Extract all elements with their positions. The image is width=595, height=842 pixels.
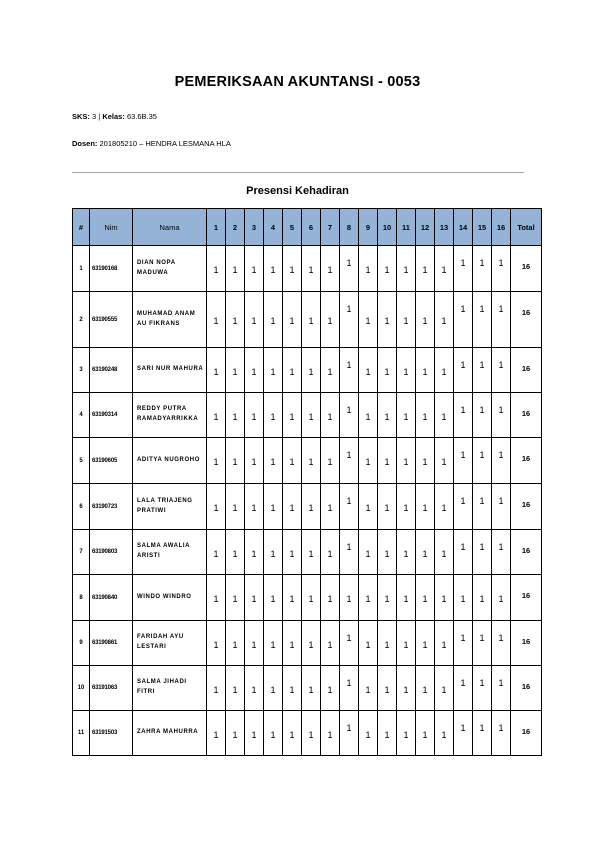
- row-number: 9: [73, 621, 90, 666]
- attendance-cell: 1: [359, 575, 378, 621]
- attendance-cell: 1: [207, 530, 226, 575]
- attendance-cell: 1: [283, 530, 302, 575]
- student-name: REDDY PUTRA RAMADYARRIKKA: [133, 393, 207, 438]
- table-row: [73, 292, 542, 348]
- student-name: ZAHRA MAHURRA: [133, 711, 207, 756]
- attendance-cell: 1: [207, 393, 226, 438]
- attendance-cell: 1: [473, 575, 492, 621]
- row-number: 5: [73, 438, 90, 484]
- attendance-cell: 1: [340, 348, 359, 393]
- attendance-cell: 1: [473, 621, 492, 666]
- dosen-label: Dosen:: [72, 139, 98, 148]
- attendance-cell: 1: [226, 246, 245, 292]
- attendance-cell: 1: [473, 348, 492, 393]
- attendance-cell: 1: [264, 484, 283, 530]
- attendance-cell: 1: [340, 530, 359, 575]
- attendance-cell: 1: [454, 530, 473, 575]
- attendance-cell: 1: [302, 530, 321, 575]
- attendance-cell: 1: [264, 530, 283, 575]
- document-title: PEMERIKSAAN AKUNTANSI - 0053: [174, 74, 421, 90]
- attendance-cell: 1: [302, 393, 321, 438]
- total-cell: 16: [511, 575, 542, 621]
- attendance-cell: 1: [359, 484, 378, 530]
- student-nim: 63190314: [90, 393, 133, 438]
- header-session-16: 16: [492, 209, 511, 246]
- attendance-cell: 1: [340, 575, 359, 621]
- attendance-cell: 1: [378, 530, 397, 575]
- attendance-cell: 1: [283, 711, 302, 756]
- attendance-cell: 1: [359, 666, 378, 711]
- attendance-cell: 1: [416, 711, 435, 756]
- row-number: 2: [73, 292, 90, 348]
- total-cell: 16: [511, 393, 542, 438]
- attendance-cell: 1: [283, 575, 302, 621]
- table-row: [73, 438, 542, 484]
- attendance-cell: 1: [321, 292, 340, 348]
- header-session-3: 3: [245, 209, 264, 246]
- attendance-cell: 1: [397, 246, 416, 292]
- student-nim: 63190723: [90, 484, 133, 530]
- attendance-cell: 1: [397, 393, 416, 438]
- attendance-cell: 1: [378, 666, 397, 711]
- row-number: 1: [73, 246, 90, 292]
- attendance-cell: 1: [473, 246, 492, 292]
- attendance-cell: 1: [264, 292, 283, 348]
- attendance-cell: 1: [302, 246, 321, 292]
- total-cell: 16: [511, 711, 542, 756]
- table-row: [73, 530, 542, 575]
- student-nim: 63190605: [90, 438, 133, 484]
- attendance-cell: 1: [397, 575, 416, 621]
- attendance-cell: 1: [492, 621, 511, 666]
- attendance-cell: 1: [397, 292, 416, 348]
- attendance-cell: 1: [302, 438, 321, 484]
- student-nim: 63191503: [90, 711, 133, 756]
- header-session-15: 15: [473, 209, 492, 246]
- row-number: 8: [73, 575, 90, 621]
- student-name: WINDO WINDRO: [133, 575, 207, 621]
- attendance-cell: 1: [245, 666, 264, 711]
- table-body: [73, 246, 542, 756]
- total-cell: 16: [511, 666, 542, 711]
- section-title: Presensi Kehadiran: [246, 185, 349, 197]
- header-session-1: 1: [207, 209, 226, 246]
- total-cell: 16: [511, 484, 542, 530]
- attendance-cell: 1: [340, 484, 359, 530]
- attendance-cell: 1: [321, 393, 340, 438]
- student-name: ADITYA NUGROHO: [133, 438, 207, 484]
- total-cell: 16: [511, 348, 542, 393]
- attendance-cell: 1: [359, 246, 378, 292]
- attendance-cell: 1: [207, 666, 226, 711]
- attendance-cell: 1: [473, 666, 492, 711]
- attendance-cell: 1: [359, 393, 378, 438]
- row-number: 10: [73, 666, 90, 711]
- table-row: [73, 711, 542, 756]
- header-no: #: [73, 209, 90, 246]
- attendance-cell: 1: [492, 438, 511, 484]
- attendance-cell: 1: [207, 621, 226, 666]
- attendance-cell: 1: [454, 484, 473, 530]
- attendance-cell: 1: [492, 246, 511, 292]
- row-number: 7: [73, 530, 90, 575]
- student-nim: 63190168: [90, 246, 133, 292]
- attendance-cell: 1: [245, 438, 264, 484]
- student-name: DIAN NOPA MADUWA: [133, 246, 207, 292]
- student-name: MUHAMAD ANAM AU FIKRANS: [133, 292, 207, 348]
- attendance-cell: 1: [302, 666, 321, 711]
- total-cell: 16: [511, 246, 542, 292]
- attendance-cell: 1: [454, 438, 473, 484]
- attendance-cell: 1: [416, 575, 435, 621]
- kelas-label: Kelas:: [102, 112, 125, 121]
- attendance-cell: 1: [207, 246, 226, 292]
- header-session-2: 2: [226, 209, 245, 246]
- attendance-cell: 1: [473, 530, 492, 575]
- attendance-cell: 1: [245, 348, 264, 393]
- row-number: 4: [73, 393, 90, 438]
- attendance-cell: 1: [283, 666, 302, 711]
- attendance-cell: 1: [416, 621, 435, 666]
- attendance-cell: 1: [245, 711, 264, 756]
- attendance-cell: 1: [359, 292, 378, 348]
- table-row: [73, 246, 542, 292]
- attendance-cell: 1: [302, 711, 321, 756]
- attendance-cell: 1: [397, 438, 416, 484]
- attendance-cell: 1: [245, 484, 264, 530]
- attendance-cell: 1: [359, 711, 378, 756]
- row-number: 11: [73, 711, 90, 756]
- attendance-cell: 1: [264, 575, 283, 621]
- attendance-cell: 1: [359, 530, 378, 575]
- student-nim: 63190555: [90, 292, 133, 348]
- attendance-cell: 1: [378, 438, 397, 484]
- attendance-cell: 1: [435, 484, 454, 530]
- attendance-cell: 1: [416, 246, 435, 292]
- header-nim: Nim: [90, 209, 133, 246]
- attendance-cell: 1: [226, 711, 245, 756]
- student-name: SARI NUR MAHURA: [133, 348, 207, 393]
- total-cell: 16: [511, 621, 542, 666]
- header-session-7: 7: [321, 209, 340, 246]
- header-session-11: 11: [397, 209, 416, 246]
- attendance-cell: 1: [435, 292, 454, 348]
- attendance-cell: 1: [302, 484, 321, 530]
- sks-value: 3: [92, 112, 97, 121]
- attendance-cell: 1: [321, 484, 340, 530]
- attendance-cell: 1: [454, 393, 473, 438]
- attendance-cell: 1: [245, 575, 264, 621]
- attendance-cell: 1: [283, 292, 302, 348]
- attendance-cell: 1: [226, 666, 245, 711]
- attendance-cell: 1: [378, 711, 397, 756]
- attendance-cell: 1: [226, 484, 245, 530]
- student-nim: 63191063: [90, 666, 133, 711]
- table-row: [73, 621, 542, 666]
- student-nim: 63190840: [90, 575, 133, 621]
- attendance-cell: 1: [397, 484, 416, 530]
- attendance-cell: 1: [226, 575, 245, 621]
- attendance-cell: 1: [302, 292, 321, 348]
- attendance-cell: 1: [340, 246, 359, 292]
- sks-label: SKS:: [72, 112, 90, 121]
- attendance-cell: 1: [492, 711, 511, 756]
- attendance-cell: 1: [435, 621, 454, 666]
- attendance-cell: 1: [435, 393, 454, 438]
- attendance-cell: 1: [340, 711, 359, 756]
- row-number: 3: [73, 348, 90, 393]
- attendance-cell: 1: [226, 348, 245, 393]
- attendance-cell: 1: [435, 438, 454, 484]
- attendance-cell: 1: [416, 393, 435, 438]
- attendance-cell: 1: [340, 292, 359, 348]
- attendance-cell: 1: [321, 530, 340, 575]
- student-nim: 63190248: [90, 348, 133, 393]
- attendance-cell: 1: [302, 621, 321, 666]
- total-cell: 16: [511, 292, 542, 348]
- attendance-cell: 1: [340, 438, 359, 484]
- attendance-cell: 1: [264, 348, 283, 393]
- header-session-6: 6: [302, 209, 321, 246]
- attendance-cell: 1: [416, 438, 435, 484]
- kelas-value: 63.6B.35: [126, 112, 157, 121]
- attendance-cell: 1: [473, 484, 492, 530]
- attendance-cell: 1: [245, 246, 264, 292]
- attendance-cell: 1: [397, 621, 416, 666]
- attendance-cell: 1: [454, 348, 473, 393]
- attendance-cell: 1: [283, 348, 302, 393]
- attendance-cell: 1: [397, 666, 416, 711]
- attendance-cell: 1: [416, 348, 435, 393]
- attendance-cell: 1: [473, 711, 492, 756]
- attendance-cell: 1: [321, 348, 340, 393]
- attendance-cell: 1: [283, 393, 302, 438]
- table-row: [73, 393, 542, 438]
- table-row: [73, 575, 542, 621]
- table-row: [73, 348, 542, 393]
- course-info: [72, 112, 157, 121]
- header-session-14: 14: [454, 209, 473, 246]
- attendance-cell: 1: [283, 621, 302, 666]
- attendance-cell: 1: [302, 348, 321, 393]
- table-row: [73, 484, 542, 530]
- divider: [72, 172, 524, 173]
- attendance-cell: 1: [302, 575, 321, 621]
- attendance-cell: 1: [283, 438, 302, 484]
- header-session-12: 12: [416, 209, 435, 246]
- attendance-cell: 1: [359, 348, 378, 393]
- attendance-cell: 1: [264, 666, 283, 711]
- attendance-cell: 1: [416, 666, 435, 711]
- attendance-cell: 1: [492, 348, 511, 393]
- header-session-9: 9: [359, 209, 378, 246]
- attendance-cell: 1: [473, 438, 492, 484]
- attendance-cell: 1: [321, 666, 340, 711]
- attendance-cell: 1: [264, 393, 283, 438]
- header-nama: Nama: [133, 209, 207, 246]
- attendance-cell: 1: [207, 292, 226, 348]
- attendance-cell: 1: [454, 575, 473, 621]
- attendance-cell: 1: [416, 484, 435, 530]
- attendance-cell: 1: [454, 246, 473, 292]
- attendance-cell: 1: [435, 575, 454, 621]
- attendance-cell: 1: [454, 292, 473, 348]
- attendance-cell: 1: [340, 666, 359, 711]
- attendance-cell: 1: [435, 711, 454, 756]
- student-name: LALA TRIAJENG PRATIWI: [133, 484, 207, 530]
- attendance-cell: 1: [435, 530, 454, 575]
- student-name: FARIDAH AYU LESTARI: [133, 621, 207, 666]
- header-session-5: 5: [283, 209, 302, 246]
- attendance-cell: 1: [378, 575, 397, 621]
- total-cell: 16: [511, 438, 542, 484]
- attendance-cell: 1: [245, 292, 264, 348]
- attendance-cell: 1: [378, 393, 397, 438]
- attendance-cell: 1: [207, 575, 226, 621]
- attendance-cell: 1: [207, 438, 226, 484]
- table-row: [73, 666, 542, 711]
- attendance-cell: 1: [492, 575, 511, 621]
- attendance-cell: 1: [207, 711, 226, 756]
- attendance-cell: 1: [378, 484, 397, 530]
- attendance-cell: 1: [245, 530, 264, 575]
- attendance-cell: 1: [473, 292, 492, 348]
- separator: |: [98, 112, 101, 121]
- student-nim: 63190803: [90, 530, 133, 575]
- attendance-cell: 1: [207, 348, 226, 393]
- attendance-cell: 1: [492, 292, 511, 348]
- attendance-cell: 1: [378, 348, 397, 393]
- attendance-cell: 1: [245, 393, 264, 438]
- attendance-cell: 1: [492, 393, 511, 438]
- header-total: Total: [511, 209, 542, 246]
- attendance-cell: 1: [321, 246, 340, 292]
- attendance-cell: 1: [340, 393, 359, 438]
- attendance-cell: 1: [435, 246, 454, 292]
- attendance-cell: 1: [321, 711, 340, 756]
- attendance-cell: 1: [283, 484, 302, 530]
- total-cell: 16: [511, 530, 542, 575]
- table-header-row: [73, 209, 542, 246]
- attendance-cell: 1: [264, 438, 283, 484]
- attendance-cell: 1: [416, 530, 435, 575]
- attendance-cell: 1: [473, 393, 492, 438]
- attendance-cell: 1: [359, 621, 378, 666]
- attendance-cell: 1: [226, 621, 245, 666]
- attendance-cell: 1: [378, 292, 397, 348]
- attendance-cell: 1: [321, 438, 340, 484]
- attendance-cell: 1: [321, 575, 340, 621]
- attendance-table: [72, 208, 542, 756]
- lecturer-info: [72, 139, 231, 148]
- header-session-10: 10: [378, 209, 397, 246]
- student-name: SALMA AWALIA ARISTI: [133, 530, 207, 575]
- attendance-cell: 1: [207, 484, 226, 530]
- attendance-cell: 1: [454, 666, 473, 711]
- attendance-cell: 1: [321, 621, 340, 666]
- attendance-cell: 1: [454, 711, 473, 756]
- attendance-cell: 1: [264, 246, 283, 292]
- attendance-cell: 1: [397, 348, 416, 393]
- attendance-cell: 1: [492, 530, 511, 575]
- attendance-cell: 1: [226, 292, 245, 348]
- attendance-cell: 1: [226, 438, 245, 484]
- attendance-cell: 1: [245, 621, 264, 666]
- attendance-cell: 1: [378, 621, 397, 666]
- header-session-8: 8: [340, 209, 359, 246]
- row-number: 6: [73, 484, 90, 530]
- attendance-cell: 1: [283, 246, 302, 292]
- attendance-cell: 1: [264, 711, 283, 756]
- attendance-cell: 1: [226, 530, 245, 575]
- attendance-cell: 1: [397, 530, 416, 575]
- attendance-cell: 1: [435, 666, 454, 711]
- header-session-4: 4: [264, 209, 283, 246]
- attendance-cell: 1: [492, 484, 511, 530]
- attendance-cell: 1: [264, 621, 283, 666]
- attendance-cell: 1: [454, 621, 473, 666]
- attendance-cell: 1: [435, 348, 454, 393]
- dosen-value: 201805210 – HENDRA LESMANA HLA: [99, 139, 231, 148]
- attendance-cell: 1: [378, 246, 397, 292]
- attendance-cell: 1: [226, 393, 245, 438]
- attendance-cell: 1: [359, 438, 378, 484]
- attendance-cell: 1: [340, 621, 359, 666]
- header-session-13: 13: [435, 209, 454, 246]
- attendance-cell: 1: [416, 292, 435, 348]
- student-nim: 63190861: [90, 621, 133, 666]
- student-name: SALMA JIHADI FITRI: [133, 666, 207, 711]
- attendance-cell: 1: [492, 666, 511, 711]
- attendance-cell: 1: [397, 711, 416, 756]
